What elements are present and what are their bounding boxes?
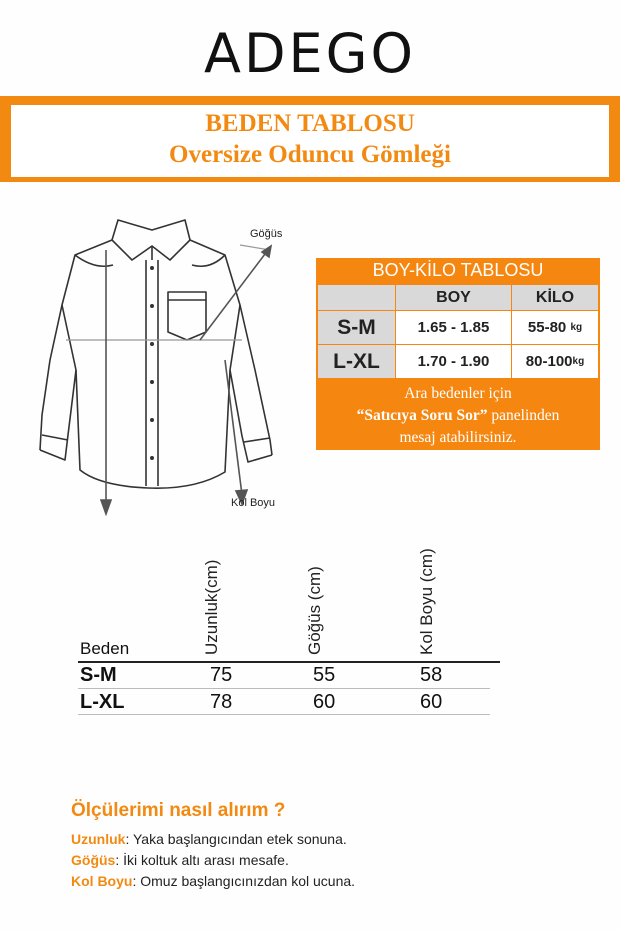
row2-sleeve: 60 — [420, 691, 443, 713]
row-kilo-lxl: 80-100 kg — [512, 345, 598, 378]
row-boy-lxl: 1.70 - 1.90 — [396, 345, 511, 378]
row1-length: 75 — [210, 664, 233, 686]
row-size-sm: S-M — [318, 311, 395, 344]
row-boy-sm: 1.65 - 1.85 — [396, 311, 511, 344]
banner-subtitle: Oversize Oduncu Gömleği — [169, 141, 451, 168]
size-note: Ara bedenler için “Satıcıya Soru Sor” panelinden mesaj atabilirsiniz. — [356, 385, 560, 446]
row1-chest: 55 — [313, 664, 336, 686]
col-kilo: KİLO — [512, 285, 598, 310]
row1-size: S-M — [80, 664, 117, 686]
row2-length: 78 — [210, 691, 233, 713]
howto-title: Ölçülerimi nasıl alırım ? — [71, 800, 286, 821]
table-header-rule — [78, 661, 500, 663]
row2-size: L-XL — [80, 691, 125, 713]
sleeve-label: Kol Boyu — [231, 497, 276, 509]
height-weight-title: BOY-KİLO TABLOSU — [372, 260, 544, 280]
brand-logo: ADEGO — [204, 22, 416, 85]
banner-title: BEDEN TABLOSU — [205, 110, 415, 137]
height-weight-table — [316, 258, 600, 450]
howto-sleeve: Kol Boyu: Omuz başlangıcınızdan kol ucuna. — [71, 873, 356, 889]
shirt-diagram — [20, 210, 310, 520]
row-size-lxl: L-XL — [318, 345, 395, 378]
howto-length: Uzunluk: Yaka başlangıcından etek sonuna. — [71, 831, 347, 847]
title-banner — [0, 96, 620, 182]
row1-sleeve: 58 — [420, 664, 443, 686]
table-row-rule — [78, 688, 490, 689]
chest-label: Göğüs — [250, 228, 283, 240]
table-bottom-rule — [78, 714, 490, 715]
col-sleeve-header: Kol Boyu (cm) — [417, 548, 436, 655]
row-kilo-sm: 55-80 kg — [512, 311, 598, 344]
row2-chest: 60 — [313, 691, 336, 713]
col-chest-header: Göğüs (cm) — [305, 566, 324, 655]
howto-chest: Göğüs: İki koltuk altı arası mesafe. — [71, 852, 289, 868]
col-length-header: Uzunluk(cm) — [202, 559, 221, 655]
col-boy: BOY — [396, 285, 511, 310]
col-size-header: Beden — [80, 639, 130, 658]
